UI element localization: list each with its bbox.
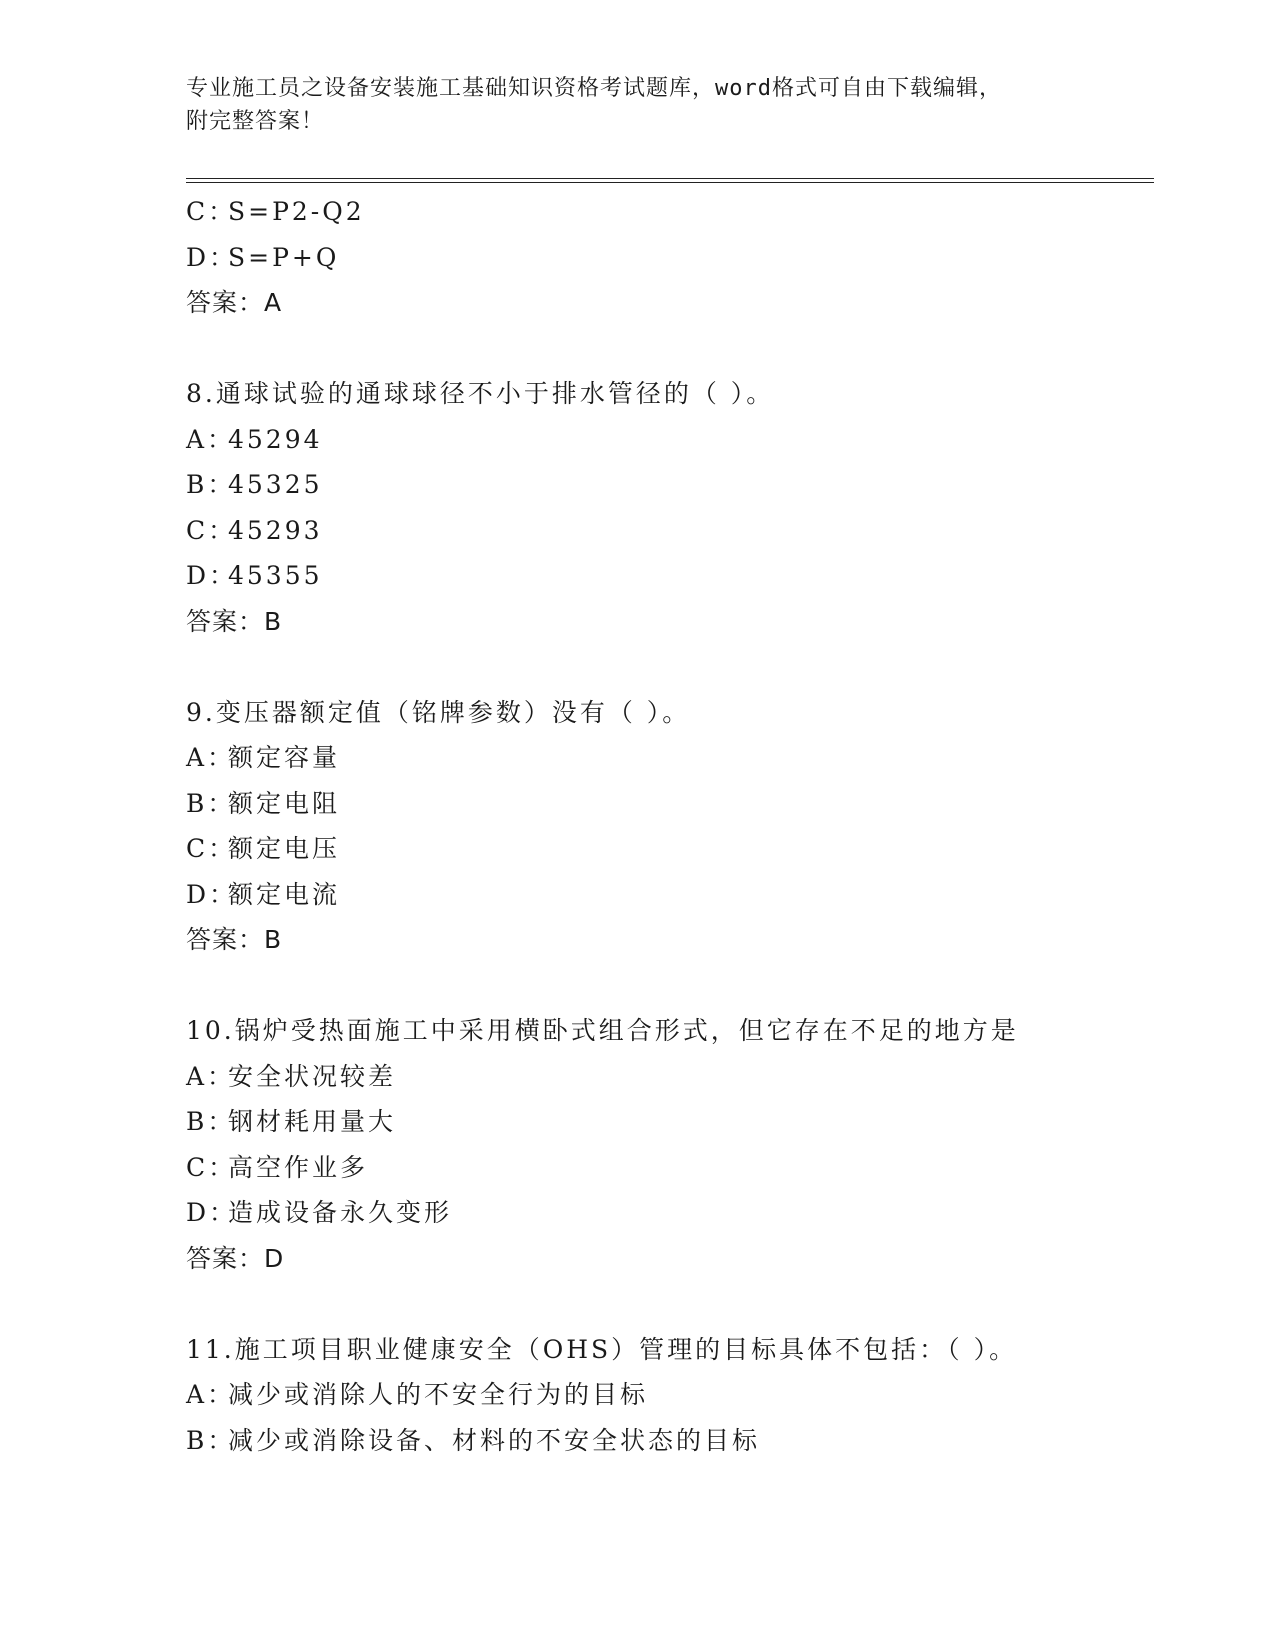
- option-key: B：: [186, 1107, 236, 1136]
- question-9: [186, 690, 1146, 963]
- option-text: 45293: [228, 515, 323, 545]
- option-key: B：: [186, 1425, 236, 1455]
- option-text: S=P2-Q2: [228, 197, 365, 226]
- option-line: [186, 1190, 1146, 1236]
- header-line-2: 附完整答案！: [186, 109, 325, 134]
- option-text: 额定容量: [228, 743, 341, 772]
- option-text: 造成设备永久变形: [228, 1198, 453, 1227]
- option-key: C：: [186, 834, 237, 863]
- option-line: [186, 735, 1146, 781]
- option-text: 额定电压: [228, 834, 341, 863]
- option-line: [186, 462, 1146, 508]
- option-key: D：: [186, 242, 238, 272]
- option-key: C：: [186, 197, 237, 226]
- question-title: 9.变压器额定值（铭牌参数）没有（ ）。: [186, 697, 691, 727]
- answer-line: 答案：D: [186, 1243, 285, 1273]
- option-key: D：: [186, 879, 238, 909]
- option-line: [186, 417, 1146, 463]
- question-spacer: [186, 326, 1146, 372]
- question-title: 8.通球试验的通球球径不小于排水管径的（ ）。: [186, 379, 775, 408]
- question-title: 11.施工项目职业健康安全（OHS）管理的目标具体不包括：（ ）。: [186, 1334, 1018, 1364]
- option-key: B：: [186, 470, 236, 499]
- answer-line: 答案：B: [186, 925, 283, 954]
- option-text: 45294: [228, 424, 323, 454]
- option-text: 45325: [228, 470, 323, 499]
- answer-line: 答案：B: [186, 606, 283, 636]
- option-line: [186, 1099, 1146, 1145]
- question-title: 10.锅炉受热面施工中采用横卧式组合形式，但它存在不足的地方是: [186, 1016, 1019, 1045]
- option-line: [186, 1372, 1146, 1418]
- option-line: [186, 1054, 1146, 1100]
- option-text: 减少或消除设备、材料的不安全状态的目标: [228, 1425, 761, 1455]
- option-text: 额定电流: [228, 879, 341, 909]
- option-line: [186, 826, 1146, 872]
- option-text: 额定电阻: [228, 788, 341, 818]
- option-line: [186, 1418, 1146, 1464]
- option-text: 45355: [228, 561, 323, 590]
- option-line: [186, 872, 1146, 918]
- option-line: [186, 508, 1146, 554]
- option-text: S=P+Q: [228, 242, 340, 272]
- option-key: B：: [186, 788, 236, 818]
- header-divider-bottom: [186, 182, 1154, 183]
- option-text: 安全状况较差: [228, 1061, 397, 1091]
- option-key: D：: [186, 561, 238, 590]
- option-line: [186, 1145, 1146, 1191]
- question-11: [186, 1327, 1146, 1464]
- option-text: 钢材耗用量大: [228, 1107, 397, 1136]
- document-header: [186, 72, 1086, 138]
- question-7-continuation: [186, 189, 1146, 326]
- question-8: [186, 371, 1146, 644]
- option-text: 高空作业多: [228, 1152, 369, 1182]
- option-line: [186, 553, 1146, 599]
- question-list: [186, 189, 1146, 1463]
- answer-line: 答案：A: [186, 288, 283, 317]
- option-key: A：: [186, 1061, 236, 1091]
- option-line: [186, 235, 1146, 281]
- option-key: A：: [186, 743, 236, 772]
- header-line-1: 专业施工员之设备安装施工基础知识资格考试题库，word格式可自由下载编辑，: [186, 76, 1002, 101]
- option-key: D：: [186, 1198, 238, 1227]
- question-spacer: [186, 1281, 1146, 1327]
- question-spacer: [186, 963, 1146, 1009]
- option-line: [186, 189, 1146, 235]
- question-10: [186, 1008, 1146, 1281]
- option-key: A：: [186, 424, 236, 454]
- option-key: C：: [186, 1152, 237, 1182]
- header-divider-top: [186, 178, 1154, 179]
- option-text: 减少或消除人的不安全行为的目标: [228, 1380, 649, 1409]
- option-line: [186, 781, 1146, 827]
- question-spacer: [186, 644, 1146, 690]
- option-key: C：: [186, 515, 237, 545]
- option-key: A：: [186, 1380, 236, 1409]
